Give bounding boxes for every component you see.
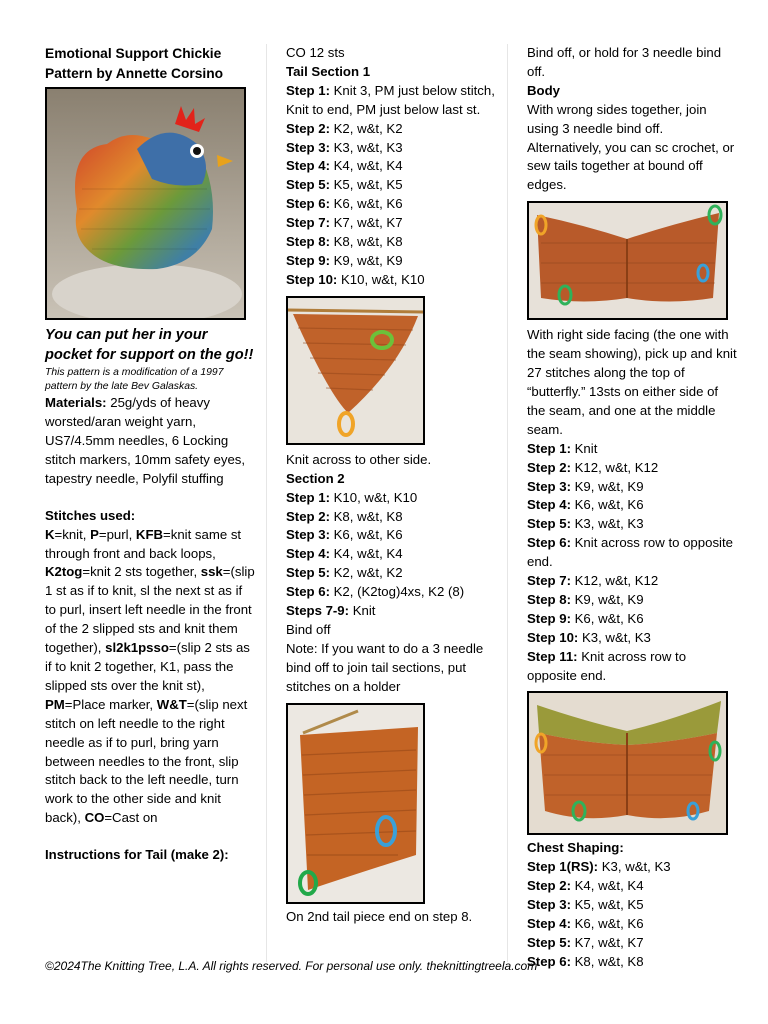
tail2-step	[286, 526, 498, 545]
pattern-title: Emotional Support Chickie Pattern by Annette Corsino	[45, 46, 224, 81]
tail-piece-photo	[286, 703, 425, 904]
step-text: Knit across row to opposite end.	[527, 535, 733, 570]
modification-note: This pattern is a modification of a 1997 pattern by the late Bev Galaskas.	[45, 366, 224, 393]
step-text: K3, w&t, K3	[578, 629, 651, 645]
chest-step	[527, 953, 737, 972]
tail1-step	[286, 214, 498, 233]
body-step	[527, 572, 737, 591]
step-text: K8, w&t, K8	[329, 234, 403, 250]
step-text: K2, w&t, K2	[329, 565, 403, 581]
knit-across-line: Knit across to other side.	[286, 451, 432, 467]
step-text: Knit across row to opposite end.	[527, 648, 687, 683]
step-text: K10, w&t, K10	[329, 489, 418, 505]
step-label: Step 2:	[527, 459, 571, 475]
step-label: Step 4:	[286, 158, 330, 174]
tail-section-1-heading: Tail Section 1	[286, 63, 371, 79]
column-2	[286, 44, 498, 926]
stitch-def: =knit same st through front and back loops,	[45, 526, 242, 561]
step-text: K8, w&t, K8	[329, 508, 403, 524]
tail1-step	[286, 176, 498, 195]
step-text: K6, w&t, K6	[570, 916, 644, 932]
chest-step	[527, 858, 737, 877]
stitches-heading: Stitches used:	[45, 507, 136, 523]
tail1-step	[286, 157, 498, 176]
step-text: K5, w&t, K5	[329, 177, 403, 193]
step-label: Step 7:	[286, 215, 330, 231]
chest-step	[527, 934, 737, 953]
step-text: K10, w&t, K10	[337, 271, 425, 287]
stitch-def: =Place marker,	[64, 696, 157, 712]
materials-paragraph	[45, 394, 255, 489]
body-shaping-photo	[527, 691, 728, 835]
tail1-step	[286, 195, 498, 214]
stitch-def: =knit,	[54, 526, 91, 542]
column-divider	[266, 44, 267, 962]
body-step	[527, 478, 737, 497]
step-label: Step 3:	[286, 139, 330, 155]
step-text: K3, w&t, K3	[570, 516, 644, 532]
tail2-step	[286, 489, 498, 508]
step-text: K6, w&t, K6	[329, 196, 403, 212]
step-label: Step 9:	[286, 252, 330, 268]
step-label: Step 1:	[286, 82, 330, 98]
tail-instructions-heading: Instructions for Tail (make 2):	[45, 847, 229, 863]
step-text: K3, w&t, K3	[329, 139, 403, 155]
stitch-def: =Cast on	[104, 810, 158, 826]
chest-step	[527, 877, 737, 896]
holder-note: Note: If you want to do a 3 needle bind off to join tail sections, put stitches on a holder	[286, 640, 484, 694]
stitch-def: =(slip next stitch on left needle to the right needle as if to purl, bring yarn between needles to the front, slip stitch back to the left needle, turn work to the other side and knit back),	[45, 696, 248, 826]
column-divider	[507, 44, 508, 962]
chest-step	[527, 915, 737, 934]
step-text: K2, (K2tog)4xs, K2 (8)	[329, 584, 465, 600]
step-text: K12, w&t, K12	[570, 573, 659, 589]
stitch-def: =(slip 2 sts as if to knit 2 together, K1, pass the slipped sts over the knit st),	[45, 640, 250, 693]
tail1-step	[286, 252, 498, 271]
cast-on-line: CO 12 sts	[286, 45, 345, 60]
step-text: K6, w&t, K6	[329, 527, 403, 543]
step-label: Step 2:	[527, 878, 571, 894]
step-label: Step 5:	[527, 935, 571, 950]
body-step	[527, 629, 737, 648]
body-step	[527, 459, 737, 478]
body-step	[527, 648, 737, 686]
step-label: Step 1(RS):	[527, 859, 599, 875]
stitch-abbr: KFB	[135, 526, 164, 542]
step-label: Step 6:	[286, 196, 330, 212]
bind-off-line: Bind off	[286, 621, 331, 637]
tail2-step	[286, 602, 498, 621]
tail1-step	[286, 139, 498, 158]
body-heading: Body	[527, 82, 560, 98]
chickie-photo	[45, 87, 246, 320]
step-text: Knit	[349, 603, 376, 619]
step-text: Knit 3, PM just below stitch, Knit to end, PM just below last st.	[286, 82, 495, 117]
step-label: Step 2:	[286, 508, 330, 524]
step-label: Step 4:	[286, 546, 330, 562]
stitch-def: =knit 2 sts together,	[82, 564, 201, 580]
step-text: K7, w&t, K7	[329, 215, 403, 231]
tail1-step	[286, 233, 498, 252]
stitch-abbr: W&T	[156, 696, 187, 712]
body-step	[527, 591, 737, 610]
step-label: Step 10:	[527, 629, 579, 645]
body-step	[527, 440, 737, 459]
step-text: K9, w&t, K9	[570, 591, 644, 607]
body-step	[527, 610, 737, 629]
step-label: Step 2:	[286, 120, 330, 136]
step-label: Step 6:	[527, 535, 571, 551]
step-label: Step 5:	[286, 565, 330, 581]
pickup-text: With right side facing (the one with the seam showing), pick up and knit 27 stitches along the top of “butterfly.” 13sts on either side of the seam, and one at the middle seam.	[527, 327, 737, 437]
stitch-abbr: K	[45, 526, 55, 542]
column-3	[527, 44, 737, 972]
step-label: Step 3:	[286, 527, 330, 543]
body-step	[527, 534, 737, 572]
step-label: Step 10:	[286, 271, 338, 287]
step-label: Step 5:	[527, 516, 571, 532]
stitch-abbr: CO	[84, 810, 105, 826]
stitch-abbr: K2tog	[45, 564, 83, 580]
tail-wedge-photo	[286, 296, 425, 445]
step-label: Steps 7-9:	[286, 603, 350, 619]
body-step	[527, 515, 737, 534]
stitch-def: =(slip 1 st as if to knit, sl the next st as if to purl, insert left needle in the front of the 2 slipped sts and knit them together),	[45, 564, 255, 656]
materials-label: Materials:	[45, 395, 107, 411]
step-text: K4, w&t, K4	[329, 546, 403, 562]
step-label: Step 1:	[527, 440, 571, 456]
step-text: Knit	[570, 440, 598, 456]
second-tail-note: On 2nd tail piece end on step 8.	[286, 908, 473, 924]
tail1-step	[286, 120, 498, 139]
chest-step	[527, 896, 737, 915]
tail1-step	[286, 82, 498, 120]
step-text: K8, w&t, K8	[570, 953, 644, 969]
bind-off-hold-text: Bind off, or hold for 3 needle bind off.	[527, 45, 722, 79]
stitch-def: =purl,	[98, 526, 136, 542]
step-text: K3, w&t, K3	[598, 859, 671, 875]
step-label: Step 4:	[527, 916, 571, 932]
step-text: K7, w&t, K7	[570, 935, 644, 950]
step-label: Step 3:	[527, 478, 571, 494]
step-label: Step 8:	[527, 591, 571, 607]
step-text: K5, w&t, K5	[570, 897, 644, 913]
stitch-abbr: sl2k1psso	[105, 640, 169, 656]
step-label: Step 5:	[286, 177, 330, 193]
step-text: K6, w&t, K6	[570, 497, 644, 513]
step-text: K4, w&t, K4	[329, 158, 403, 174]
tail2-step	[286, 508, 498, 527]
tail2-step	[286, 545, 498, 564]
body-join-text: With wrong sides together, join using 3 needle bind off. Alternatively, you can sc crochet, or sew tails together at bound off edges.	[527, 101, 735, 193]
step-label: Step 3:	[527, 897, 571, 913]
copyright-footer: ©2024The Knitting Tree, L.A. All rights reserved. For personal use only. theknittingtreela.com	[45, 959, 538, 973]
step-label: Step 7:	[527, 573, 571, 589]
step-label: Step 1:	[286, 489, 330, 505]
step-label: Step 8:	[286, 234, 330, 250]
step-label: Step 9:	[527, 610, 571, 626]
step-text: K12, w&t, K12	[570, 459, 659, 475]
step-text: K6, w&t, K6	[570, 610, 644, 626]
tail2-step	[286, 564, 498, 583]
step-text: K2, w&t, K2	[329, 120, 403, 136]
stitch-abbr: P	[90, 526, 99, 542]
tagline: You can put her in your pocket for support on the go!!	[45, 327, 254, 364]
tail2-step	[286, 583, 498, 602]
step-label: Step 11:	[527, 648, 578, 664]
chest-shaping-heading: Chest Shaping:	[527, 840, 624, 856]
materials-text: 25g/yds of heavy worsted/aran weight yarn, US7/4.5mm needles, 6 Locking stitch markers, 10mm safety eyes, tapestry needle, Polyfil stuffing	[45, 395, 246, 486]
step-text: K4, w&t, K4	[570, 878, 644, 894]
step-label: Step 6:	[527, 953, 571, 969]
tail1-step	[286, 271, 498, 290]
stitches-list	[45, 526, 255, 829]
step-label: Step 4:	[527, 497, 571, 513]
butterfly-photo	[527, 201, 728, 320]
step-label: Step 6:	[286, 584, 330, 600]
step-text: K9, w&t, K9	[329, 252, 403, 268]
stitch-abbr: ssk	[200, 564, 223, 580]
step-text: K9, w&t, K9	[570, 478, 644, 494]
column-1	[45, 44, 255, 865]
stitch-abbr: PM	[45, 696, 65, 712]
body-step	[527, 496, 737, 515]
section-2-heading: Section 2	[286, 470, 345, 486]
